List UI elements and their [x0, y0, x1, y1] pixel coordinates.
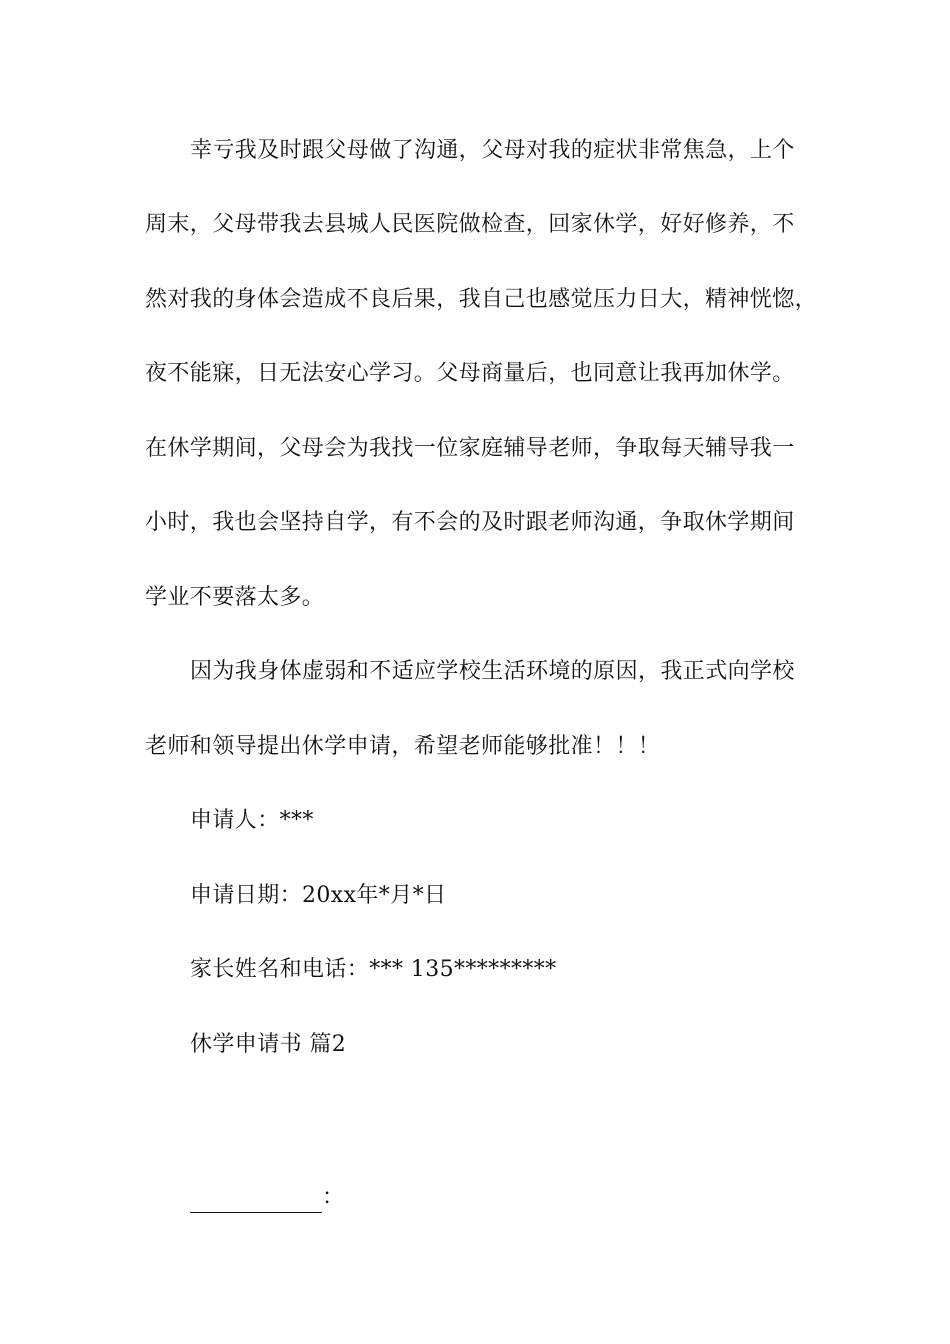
- paragraph-1-line-4: 夜不能寐，日无法安心学习。父母商量后，也同意让我再加休学。: [145, 361, 795, 386]
- paragraph-1-line-3: 然对我的身体会造成不良后果，我自己也感觉压力日大，精神恍惚，: [145, 287, 818, 312]
- paragraph-1-line-1: 幸亏我及时跟父母做了沟通，父母对我的症状非常焦急，上个: [190, 138, 795, 163]
- salutation-colon: ：: [322, 1185, 345, 1210]
- paragraph-1-line-7: 学业不要落太多。: [145, 585, 325, 610]
- parent-contact-line: 家长姓名和电话：*** 135*********: [190, 957, 557, 982]
- paragraph-1-line-6: 小时，我也会坚持自学，有不会的及时跟老师沟通，争取休学期间: [145, 510, 795, 535]
- paragraph-1-line-5: 在休学期间，父母会为我找一位家庭辅导老师，争取每天辅导我一: [145, 436, 795, 461]
- next-section-title: 休学申请书 篇2: [190, 1032, 347, 1057]
- paragraph-1-line-2: 周末，父母带我去县城人民医院做检查，回家休学，好好修养，不: [145, 212, 795, 237]
- applicant-line: 申请人：***: [190, 808, 314, 833]
- paragraph-2-line-1: 因为我身体虚弱和不适应学校生活环境的原因，我正式向学校: [190, 659, 795, 684]
- salutation-line: [190, 1183, 344, 1213]
- application-date-line: 申请日期：20xx年*月*日: [190, 883, 447, 908]
- salutation-blank: [190, 1190, 322, 1213]
- paragraph-2-line-2: 老师和领导提出休学申请，希望老师能够批准！！！: [145, 734, 661, 759]
